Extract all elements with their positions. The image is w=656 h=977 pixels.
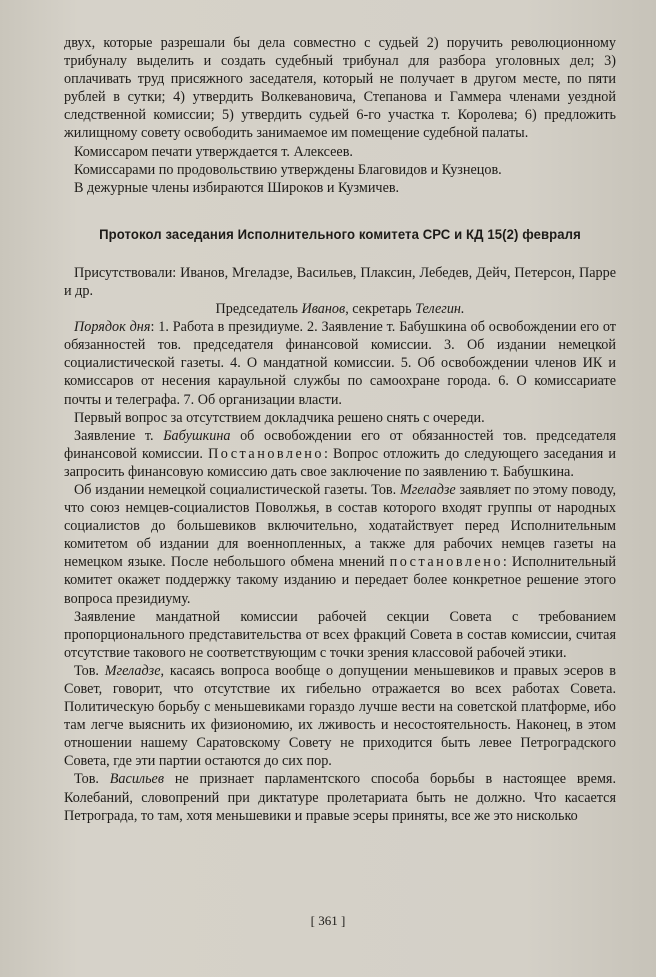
paragraph-agenda bbox=[64, 318, 616, 408]
page-number: [ 361 ] bbox=[310, 913, 346, 928]
resolved-word: Постановлено bbox=[208, 445, 324, 462]
vasiliev-pre: Тов. bbox=[74, 771, 99, 788]
german-name: Мгеладзе bbox=[399, 481, 456, 498]
babushkin-pre: Заявление т. bbox=[74, 427, 154, 444]
paragraph-mandate-commission: Заявление мандатной комиссии рабочей секции Совета с требованием пропорционального представительства от всех фракций Совета в состав комиссии, считая отсутствие такового не соответствующим с точки зрения классовой рабочей этики. bbox=[64, 608, 616, 661]
babushkin-name: Бабушкина bbox=[163, 427, 231, 444]
agenda-label: Порядок дня bbox=[74, 319, 151, 336]
paragraph-vasiliev bbox=[64, 770, 616, 824]
babushkin-post: : Вопрос отложить до следующего заседания и запросить финансовую комиссию дать свое заключение по заявлению т. Бабушкина. bbox=[64, 445, 617, 480]
german-pre: Об издании немецкой социалистической газеты. Тов. bbox=[74, 481, 397, 498]
paragraph-chair-secretary bbox=[64, 300, 616, 318]
vasiliev-name: Васильев bbox=[109, 771, 165, 788]
paragraph-duty-members: В дежурные члены избираются Широков и Кузмичев. bbox=[74, 179, 400, 196]
paragraph-court-decisions: двух, которые разрешали бы дела совместно с судьей 2) поручить революционному трибуналу выделить и создать судебный трибунал для разбора уголовных дел; 3) оплачивать труд присяжного заседателя, который не получает в другом месте, по пяти рублей в сутки; 4) утвердить Волкевановича, Степанова и Гаммера членами уездной следственной комиссии; 5) утвердить судьей 6-го участка т. Королева; 6) предложить жилищному совету освободить занимаемое им помещение судебной палаты. bbox=[64, 35, 616, 142]
secretary-name: Телегин. bbox=[415, 301, 465, 318]
agenda-text: : 1. Работа в президиуме. 2. Заявление т. Бабушкина об освобождении его от обязанностей тов. председателя финансовой комиссии. 3. Об издании немецкой социалистической газеты. 4. О мандатной комиссии. 5. Об освобождении членов ИК и комиссаров от несения караульной службы по самоохране города. 6. О комиссариате почты и телеграфа. 7. Об организации власти. bbox=[64, 319, 616, 408]
german-resolved: постановлено bbox=[389, 554, 503, 571]
paragraph-press-commissar: Комиссаром печати утверждается т. Алексеев. bbox=[74, 143, 353, 160]
paragraph-babushkin bbox=[64, 427, 616, 481]
vasiliev-text: не признает парламентского способа борьбы в настоящее время. Колебаний, словопрений при диктатуре пролетариата быть не должно. Что касается Петрограда, то там, хотя меньшевики и правые эсеры приняты, все же это нисколько bbox=[64, 771, 616, 824]
german-post: : Исполнительный комитет окажет поддержку такому изданию и передает более конкретное решение этого вопроса президиуму. bbox=[64, 554, 616, 607]
paragraph-attendees: Присутствовали: Иванов, Мгеладзе, Васильев, Плаксин, Лебедев, Дейч, Петерсон, Парре и др. bbox=[64, 264, 616, 299]
protocol-heading: Протокол заседания Исполнительного комитета СРС и КД 15(2) февраля bbox=[99, 226, 581, 242]
paragraph-first-question: Первый вопрос за отсутствием докладчика решено снять с очереди. bbox=[74, 409, 485, 426]
paragraph-food-commissars: Комиссарами по продовольствию утверждены Благовидов и Кузнецов. bbox=[74, 161, 502, 178]
german-mid: заявляет по этому поводу, что союз немцев-социалистов Поволжья, в состав которого входят группы от народных социалистов до большевиков включительно, ходатайствует перед Исполнительным комитетом об издании для военнопленных, а также для рабочих немцев газеты на немецком языке. После небольшого обмена мнений bbox=[64, 481, 617, 571]
babushkin-mid: об освобождении его от обязанностей тов. председателя финансовой комиссии. bbox=[64, 427, 617, 462]
chair-label: Председатель bbox=[215, 301, 298, 318]
mgeladze-name: Мгеладзе bbox=[104, 662, 161, 679]
mgeladze-text: , касаясь вопроса вообще о допущении меньшевиков и правых эсеров в Совет, говорит, что отсутствие их гибельно отражается во всех работах Совета. Политическую борьбу с меньшевиками гораздо лучше вести на советской платформе, ибо там легче выяснить их физиономию, их лживость и несостоятельность. Наконец, в этом отношении нашему Саратовскому Совету не приходится быть левее Петроградского Совета, где эти партии остаются до сих пор. bbox=[64, 662, 617, 770]
paragraph-mgeladze bbox=[64, 662, 616, 771]
paragraph-german-newspaper bbox=[64, 481, 616, 608]
mgeladze-pre: Тов. bbox=[74, 662, 99, 679]
chair-name: Иванов bbox=[301, 301, 346, 318]
secretary-label: , секретарь bbox=[345, 301, 412, 318]
